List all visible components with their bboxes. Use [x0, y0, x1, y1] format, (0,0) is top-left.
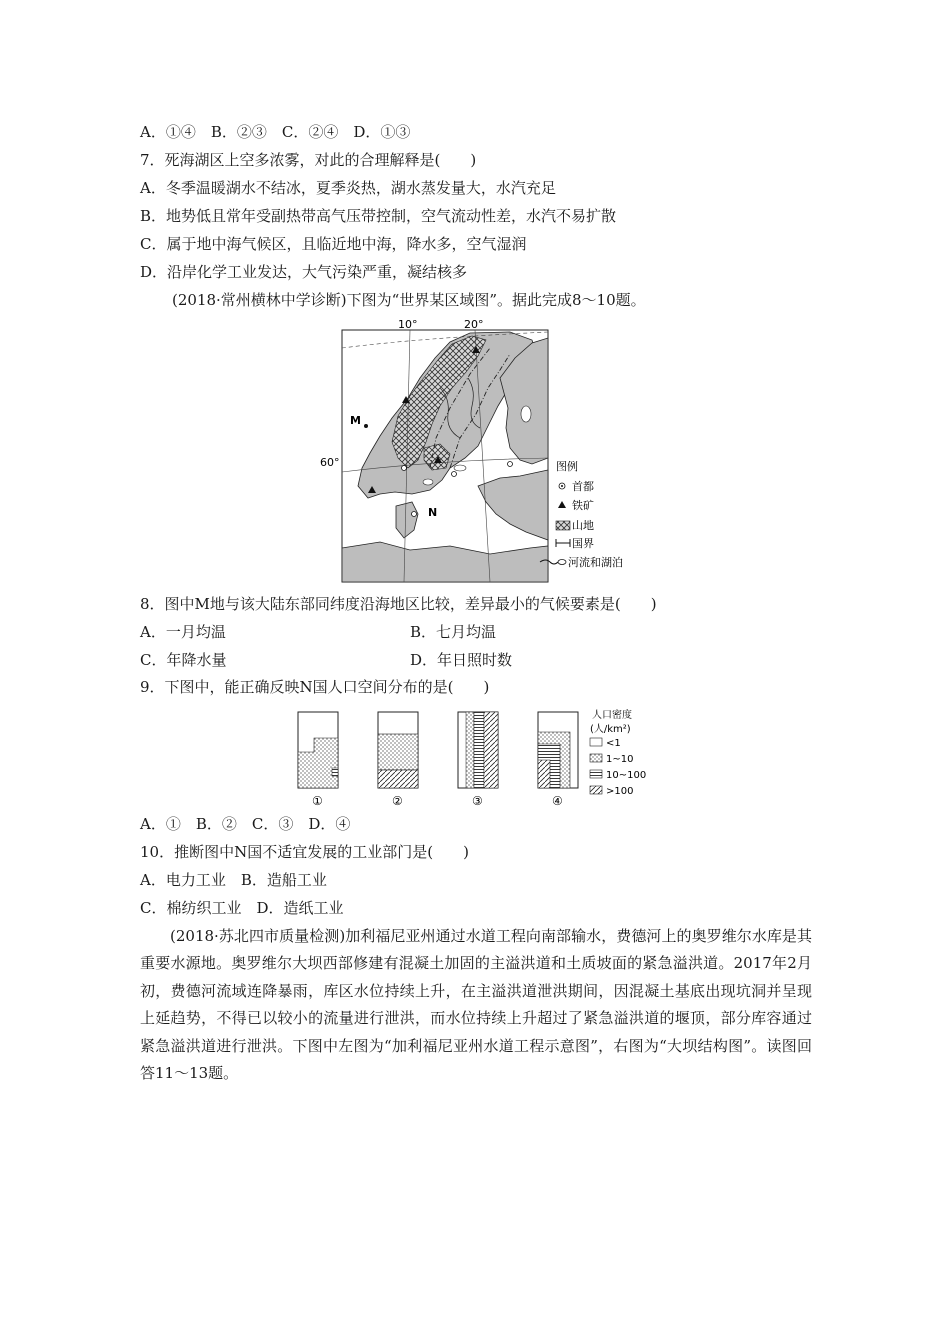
legend-capital-label: 首都 [572, 480, 594, 493]
lat-60-label: 60° [320, 456, 340, 469]
capital-icon [508, 462, 513, 467]
q7-option-a: A．冬季温暖湖水不结冰，夏季炎热，湖水蒸发量大，水汽充足 [140, 179, 556, 197]
lake [423, 479, 433, 485]
intro-8-10: (2018·常州横林中学诊断)下图为“世界某区域图”。据此完成8～10题。 [172, 291, 646, 309]
legend-lt1-swatch [590, 738, 602, 746]
q6-options: A．①④ B．②③ C．②④ D．①③ [140, 123, 411, 141]
q10-options-cd: C．棉纺织工业 D．造纸工业 [140, 899, 344, 917]
panel-4-label: ④ [552, 794, 563, 808]
legend-iron-icon [558, 501, 566, 508]
q7-option-c: C．属于地中海气候区，且临近地中海，降水多，空气湿润 [140, 235, 527, 253]
density-figure [290, 702, 670, 816]
legend-mountain-swatch [556, 521, 570, 530]
legend-lt1-label: <1 [606, 738, 621, 749]
legend-10-100-swatch [590, 770, 602, 778]
density-panel-2 [378, 712, 418, 788]
q8-option-c: C．年降水量 [140, 651, 227, 669]
q8-option-b: B．七月均温 [410, 623, 497, 641]
q7-option-d: D．沿岸化学工业发达，大气污染严重，凝结核多 [140, 263, 468, 281]
q9-options: A．① B．② C．③ D．④ [140, 815, 351, 833]
q8-option-d: D．年日照时数 [410, 651, 513, 669]
legend-10-100-label: 10~100 [606, 770, 647, 781]
panel-2-label: ② [392, 794, 403, 808]
q8-stem: 8．图中M地与该大陆东部同纬度沿海地区比较，差异最小的气候要素是( ) [140, 595, 657, 613]
legend-gt100-swatch [590, 786, 602, 794]
legend-title: 图例 [556, 460, 578, 473]
point-m [364, 424, 368, 428]
density-legend-title: 人口密度 [592, 710, 632, 721]
capital-icon [412, 512, 417, 517]
q7-option-b: B．地势低且常年受副热带高气压带控制，空气流动性差，水汽不易扩散 [140, 207, 617, 225]
q10-options-ab: A．电力工业 B．造船工业 [140, 871, 327, 889]
q8-option-a: A．一月均温 [140, 623, 226, 641]
legend-river-label: 河流和湖泊 [568, 556, 623, 569]
panel-3-label: ③ [472, 794, 483, 808]
q7-stem: 7．死海湖区上空多浓雾，对此的合理解释是( ) [140, 151, 477, 169]
legend-gt100-label: >100 [606, 786, 634, 797]
density-panel-3 [458, 712, 498, 788]
capital-icon [452, 472, 457, 477]
legend-border-icon [556, 539, 570, 547]
density-panel-4 [538, 712, 578, 788]
lake [454, 465, 466, 471]
m-label: M [350, 414, 361, 427]
lake [521, 406, 531, 422]
lon-10-label: 10° [398, 318, 418, 331]
q10-stem: 10．推断图中N国不适宜发展的工业部门是( ) [140, 843, 469, 861]
density-legend-unit: (人/km²) [590, 724, 631, 735]
legend-iron-label: 铁矿 [572, 499, 594, 512]
panel-1-label: ① [312, 794, 323, 808]
legend-1-10-label: 1~10 [606, 754, 634, 765]
capital-icon [402, 466, 407, 471]
legend-1-10-swatch [590, 754, 602, 762]
q9-stem: 9．下图中，能正确反映N国人口空间分布的是( ) [140, 678, 490, 696]
passage-11-13: (2018·苏北四市质量检测)加利福尼亚州通过水道工程向南部输水，费德河上的奥罗维尔水库是其重要水源地。奥罗维尔大坝西部修建有混凝土加固的主溢洪道和土质坡面的紧急溢洪道。2017年2月初，费德河流域连降暴雨，库区水位持续上升，在主溢洪道泄洪期间，因混凝土基底出现坑洞并呈现上延趋势，不得已以较小的流量进行泄洪，而水位持续上升超过了紧急溢洪道的堰顶，部分库容通过紧急溢洪道进行泄洪。下图中左图为“加利福尼亚州水道工程示意图”，右图为“大坝结构图”。读图回答11～13题。 [140, 927, 812, 1083]
legend-mountain-label: 山地 [572, 519, 594, 532]
region-map [300, 318, 660, 590]
n-label: N [428, 506, 438, 519]
legend-border-label: 国界 [572, 537, 594, 550]
density-panel-1 [298, 712, 338, 788]
lon-20-label: 20° [464, 318, 484, 331]
